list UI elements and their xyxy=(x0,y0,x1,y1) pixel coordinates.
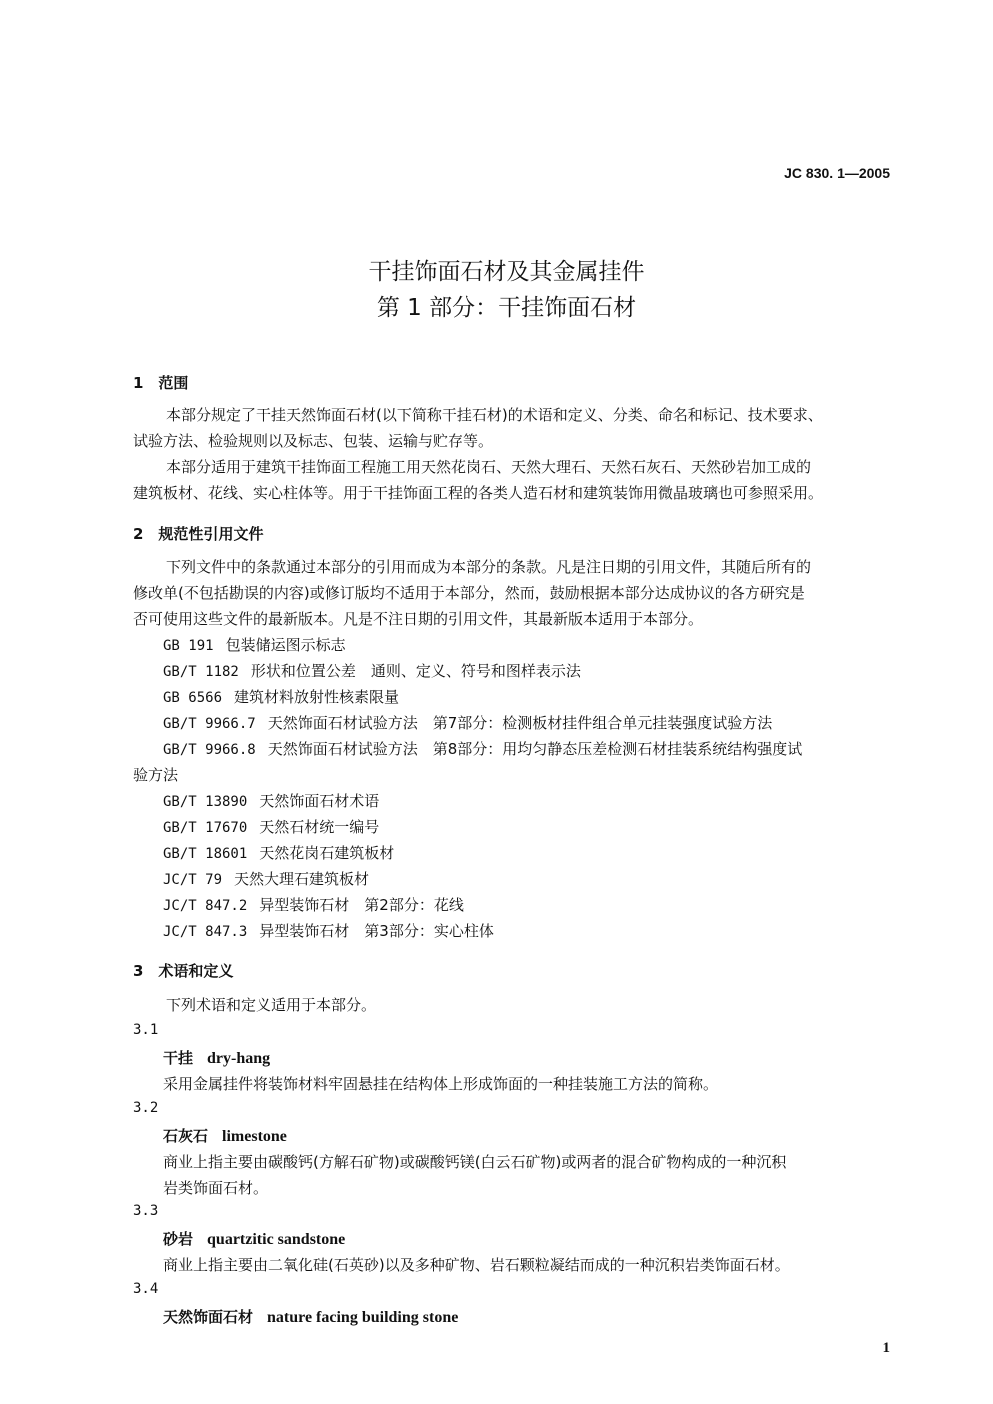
reference-title: 验方法 xyxy=(133,766,179,784)
reference-item xyxy=(163,920,494,941)
term-en: quartzitic sandstone xyxy=(207,1231,346,1248)
reference-item xyxy=(163,686,399,707)
term-zh: 砂岩 xyxy=(163,1230,194,1248)
term-en: dry-hang xyxy=(207,1050,271,1067)
term-number: 3.4 xyxy=(133,1281,159,1297)
reference-code: GB/T 17670 xyxy=(163,820,248,836)
reference-item xyxy=(163,634,346,655)
reference-item xyxy=(163,894,464,915)
term-definition: 商业上指主要由碳酸钙(方解石矿物)或碳酸钙镁(白云石矿物)或两者的混合矿物构成的一种沉积 xyxy=(163,1153,787,1171)
reference-code: GB/T 18601 xyxy=(163,846,248,862)
term-zh: 石灰石 xyxy=(163,1127,209,1145)
reference-item xyxy=(163,712,772,733)
document-subtitle: 第 1 部分：干挂饰面石材 xyxy=(376,295,637,321)
term-definition-continuation: 岩类饰面石材。 xyxy=(163,1179,269,1197)
section-3-heading: 3 术语和定义 xyxy=(133,962,234,980)
reference-title: 包装储运图示标志 xyxy=(225,636,346,654)
term-heading xyxy=(163,1125,287,1146)
term-number: 3.3 xyxy=(133,1203,159,1219)
reference-code: GB/T 9966.8 xyxy=(163,742,256,758)
reference-title: 天然花岗石建筑板材 xyxy=(259,844,395,862)
reference-code: GB/T 9966.7 xyxy=(163,716,256,732)
section-2-intro-line2: 修改单(不包括勘误的内容)或修订版均不适用于本部分，然而，鼓励根据本部分达成协议的各方研究是 xyxy=(133,584,805,602)
reference-code: GB/T 1182 xyxy=(163,664,239,680)
term-heading xyxy=(163,1306,458,1327)
reference-item xyxy=(163,790,379,811)
reference-item xyxy=(163,660,581,681)
term-definition: 商业上指主要由二氧化硅(石英砂)以及多种矿物、岩石颗粒凝结而成的一种沉积岩类饰面石材。 xyxy=(163,1256,790,1274)
section-2-intro-line1: 下列文件中的条款通过本部分的引用而成为本部分的条款。凡是注日期的引用文件，其随后所有的 xyxy=(166,558,812,576)
reference-code: JC/T 847.3 xyxy=(163,924,248,940)
term-number: 3.2 xyxy=(133,1100,159,1116)
section-1-heading: 1 范围 xyxy=(133,374,189,392)
term-en: limestone xyxy=(222,1128,287,1145)
section-2-heading: 2 规范性引用文件 xyxy=(133,525,264,543)
term-en: nature facing building stone xyxy=(267,1309,459,1326)
term-zh: 天然饰面石材 xyxy=(163,1308,254,1326)
reference-title: 天然饰面石材试验方法 第8部分：用均匀静态压差检测石材挂装系统结构强度试 xyxy=(267,740,803,758)
reference-code: GB 191 xyxy=(163,638,214,654)
term-heading xyxy=(163,1228,345,1249)
section-3-intro: 下列术语和定义适用于本部分。 xyxy=(166,996,377,1014)
reference-item xyxy=(163,738,802,759)
section-2-intro-line3: 否可使用这些文件的最新版本。凡是不注日期的引用文件，其最新版本适用于本部分。 xyxy=(133,610,704,628)
section-1-para1-line2: 试验方法、检验规则以及标志、包装、运输与贮存等。 xyxy=(133,432,494,450)
page-number: 1 xyxy=(882,1340,890,1356)
reference-title: 天然饰面石材试验方法 第7部分：检测板材挂件组合单元挂装强度试验方法 xyxy=(267,714,773,732)
term-zh: 干挂 xyxy=(163,1049,194,1067)
reference-title: 形状和位置公差 通则、定义、符号和图样表示法 xyxy=(250,662,581,680)
term-heading xyxy=(163,1047,270,1068)
reference-code: JC/T 79 xyxy=(163,872,223,888)
reference-title: 异型装饰石材 第3部分：实心柱体 xyxy=(259,922,494,940)
reference-title: 天然石材统一编号 xyxy=(259,818,380,836)
document-title: 干挂饰面石材及其金属挂件 xyxy=(368,259,645,285)
section-1-para2-line2: 建筑板材、花线、实心柱体等。用于干挂饰面工程的各类人造石材和建筑装饰用微晶玻璃也可参照采用。 xyxy=(133,484,824,502)
reference-code: GB/T 13890 xyxy=(163,794,248,810)
term-number: 3.1 xyxy=(133,1022,159,1038)
reference-code: JC/T 847.2 xyxy=(163,898,248,914)
reference-title: 天然饰面石材术语 xyxy=(259,792,380,810)
reference-code: GB 6566 xyxy=(163,690,223,706)
term-definition: 采用金属挂件将装饰材料牢固悬挂在结构体上形成饰面的一种挂装施工方法的简称。 xyxy=(163,1075,719,1093)
section-1-para1-line1: 本部分规定了干挂天然饰面石材(以下简称干挂石材)的术语和定义、分类、命名和标记、技术要求、 xyxy=(166,406,823,424)
standard-number: JC 830. 1—2005 xyxy=(784,165,890,181)
reference-item xyxy=(163,816,379,837)
section-1-para2-line1: 本部分适用于建筑干挂饰面工程施工用天然花岗石、天然大理石、天然石灰石、天然砂岩加工成的 xyxy=(166,458,812,476)
reference-item xyxy=(163,842,394,863)
reference-item-continuation xyxy=(133,764,178,785)
reference-title: 建筑材料放射性核素限量 xyxy=(234,688,400,706)
reference-title: 异型装饰石材 第2部分：花线 xyxy=(259,896,464,914)
reference-item xyxy=(163,868,369,889)
reference-title: 天然大理石建筑板材 xyxy=(234,870,370,888)
